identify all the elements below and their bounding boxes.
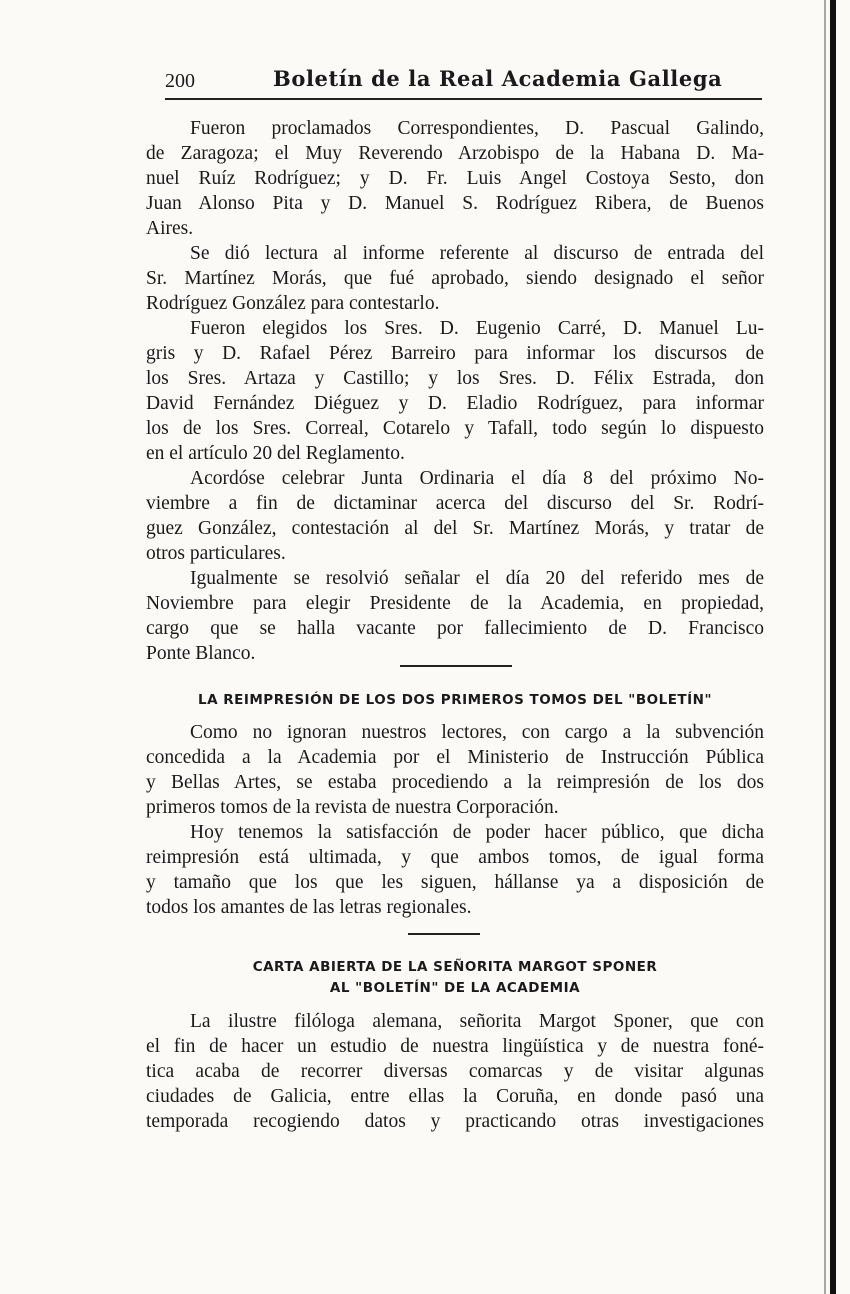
text-line: temporada recogiendo datos y practicando otras investigaciones: [146, 1111, 764, 1132]
text-line: todos los amantes de las letras regionales.: [146, 897, 472, 918]
text-line: Fueron elegidos los Sres. D. Eugenio Carré, D. Manuel Lu-: [190, 318, 764, 339]
text-line: Sr. Martínez Morás, que fué aprobado, siendo designado el señor: [146, 268, 764, 289]
text-line: David Fernández Diéguez y D. Eladio Rodríguez, para informar: [146, 393, 764, 414]
section-divider: [408, 933, 480, 935]
section-divider: [400, 665, 512, 667]
text-line: guez González, contestación al del Sr. Martínez Morás, y tratar de: [146, 518, 764, 539]
page-number: 200: [165, 70, 195, 92]
text-line: tica acaba de recorrer diversas comarcas y de visitar algunas: [146, 1061, 764, 1082]
section-title-line: AL "BOLETÍN" DE LA ACADEMIA: [329, 980, 581, 996]
text-line: viembre a fin de dictaminar acerca del discurso del Sr. Rodrí-: [146, 493, 764, 514]
text-line: Aires.: [146, 218, 194, 239]
text-line: Como no ignoran nuestros lectores, con cargo a la subvención: [190, 722, 764, 743]
page-edge-shadow: [830, 0, 836, 1294]
text-line: ciudades de Galicia, entre ellas la Coruña, en donde pasó una: [146, 1086, 764, 1107]
text-line: y Bellas Artes, se estaba procediendo a la reimpresión de los dos: [146, 772, 764, 793]
section-title: LA REIMPRESIÓN DE LOS DOS PRIMEROS TOMOS DEL "BOLETÍN": [197, 692, 712, 708]
text-line: cargo que se halla vacante por fallecimiento de D. Francisco: [146, 618, 764, 639]
text-line: Ponte Blanco.: [146, 643, 256, 664]
text-line: en el artículo 20 del Reglamento.: [146, 443, 405, 464]
text-line: La ilustre filóloga alemana, señorita Margot Sponer, que con: [190, 1011, 764, 1032]
text-line: Rodríguez González para contestarlo.: [146, 293, 440, 314]
section-title-line: CARTA ABIERTA DE LA SEÑORITA MARGOT SPONER: [252, 959, 658, 975]
text-line: el fin de hacer un estudio de nuestra lingüística y de nuestra foné-: [146, 1036, 764, 1057]
text-line: y tamaño que los que les siguen, hállanse ya a disposición de: [146, 872, 764, 893]
text-line: Igualmente se resolvió señalar el día 20 del referido mes de: [190, 568, 764, 589]
text-line: Fueron proclamados Correspondientes, D. Pascual Galindo,: [190, 118, 764, 139]
text-line: Acordóse celebrar Junta Ordinaria el día 8 del próximo No-: [190, 468, 764, 489]
text-line: nuel Ruíz Rodríguez; y D. Fr. Luis Angel Costoya Sesto, don: [146, 168, 764, 189]
text-line: Juan Alonso Pita y D. Manuel S. Rodríguez Ribera, de Buenos: [146, 193, 764, 214]
page-header: [165, 66, 762, 100]
running-title: Boletín de la Real Academia Gallega: [273, 66, 723, 91]
text-line: de Zaragoza; el Muy Reverendo Arzobispo de la Habana D. Ma-: [146, 143, 764, 164]
text-line: reimpresión está ultimada, y que ambos tomos, de igual forma: [146, 847, 764, 868]
text-line: Noviembre para elegir Presidente de la Academia, en propiedad,: [146, 593, 764, 614]
text-line: primeros tomos de la revista de nuestra Corporación.: [146, 797, 559, 818]
text-line: los Sres. Artaza y Castillo; y los Sres. D. Félix Estrada, don: [146, 368, 764, 389]
text-line: gris y D. Rafael Pérez Barreiro para informar los discursos de: [146, 343, 764, 364]
page-edge-line: [824, 0, 826, 1294]
text-line: los de los Sres. Correal, Cotarelo y Tafall, todo según lo dispuesto: [146, 418, 764, 439]
text-line: Se dió lectura al informe referente al discurso de entrada del: [190, 243, 764, 264]
text-line: Hoy tenemos la satisfacción de poder hacer público, que dicha: [190, 822, 764, 843]
text-line: otros particulares.: [146, 543, 286, 564]
text-line: concedida a la Academia por el Ministerio de Instrucción Pública: [146, 747, 764, 768]
